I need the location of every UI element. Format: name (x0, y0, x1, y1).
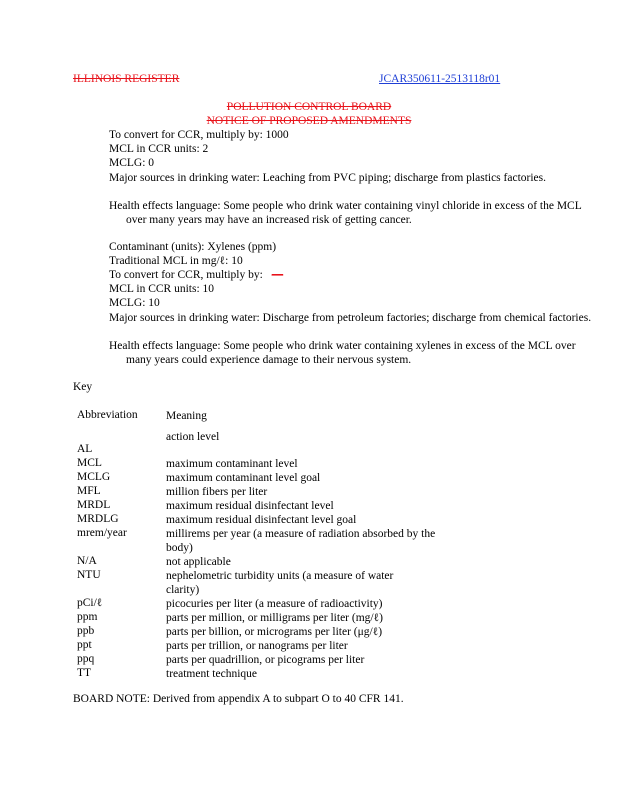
major-sources-paragraph: Major sources in drinking water: Leaching from PVC piping; discharge from plastics factories. (109, 172, 546, 184)
key-meaning: parts per billion, or micrograms per liter (μg/ℓ) (166, 626, 383, 638)
mclg-line-2: MCLG: 10 (109, 297, 160, 309)
key-meaning: treatment technique (166, 668, 258, 680)
key-abbr: mrem/year (77, 527, 127, 539)
key-meaning: maximum residual disinfectant level goal (166, 514, 357, 526)
key-meaning: parts per trillion, or nanograms per liter (166, 640, 348, 652)
illinois-register-header: ILLINOIS REGISTER (73, 73, 180, 85)
key-meaning: million fibers per liter (166, 486, 268, 498)
key-title: Key (73, 381, 93, 393)
mcl-ccr-line: MCL in CCR units: 2 (109, 143, 209, 155)
mcl-ccr-line-2: MCL in CCR units: 10 (109, 283, 215, 295)
convert-factor-line: To convert for CCR, multiply by: 1000 (109, 129, 289, 141)
key-meaning: parts per million, or milligrams per liter (mg/ℓ) (166, 612, 383, 624)
key-abbr: MFL (77, 485, 101, 497)
key-abbr: ppb (77, 625, 95, 637)
key-meaning: millirems per year (a measure of radiation absorbed by the body) (166, 528, 436, 554)
key-abbr: MCL (77, 457, 102, 469)
key-abbr: ppm (77, 611, 98, 623)
board-title: POLLUTION CONTROL BOARD (226, 101, 392, 113)
jcar-reference: JCAR350611-2513118r01 (379, 73, 501, 85)
key-meaning: action level (166, 431, 220, 443)
key-abbr: ppt (77, 639, 92, 651)
key-abbr: N/A (77, 555, 97, 567)
key-meaning: picocuries per liter (a measure of radioactivity) (166, 598, 383, 610)
mclg-line: MCLG: 0 (109, 157, 155, 169)
notice-title: NOTICE OF PROPOSED AMENDMENTS (206, 115, 412, 127)
board-note: BOARD NOTE: Derived from appendix A to subpart O to 40 CFR 141. (73, 693, 404, 705)
key-header-meaning: Meaning (166, 410, 207, 422)
key-abbr: MRDL (77, 499, 111, 511)
major-sources-paragraph-2: Major sources in drinking water: Discharge from petroleum factories; discharge from chemical factories. (109, 312, 592, 324)
key-abbr: ppq (77, 653, 95, 665)
traditional-mcl-line: Traditional MCL in mg/ℓ: 10 (109, 255, 243, 267)
key-meaning: maximum contaminant level (166, 458, 298, 470)
health-effects-paragraph: Health effects language: Some people who drink water containing vinyl chloride in excess of the MCL over many years may have an increased risk of getting cancer. (109, 200, 582, 226)
convert-factor-label: To convert for CCR, multiply by: (109, 269, 263, 281)
key-abbr: AL (77, 443, 93, 455)
convert-factor-line-2 (109, 269, 283, 281)
deleted-mark: — (271, 269, 284, 281)
key-abbr: MRDLG (77, 513, 119, 525)
health-effects-paragraph-2: Health effects language: Some people who drink water containing xylenes in excess of the MCL over many years could experience damage to their nervous system. (109, 340, 576, 366)
key-meaning: maximum residual disinfectant level (166, 500, 334, 512)
key-meaning: nephelometric turbidity units (a measure of water clarity) (166, 570, 394, 596)
contaminant-line: Contaminant (units): Xylenes (ppm) (109, 241, 277, 253)
key-meaning: maximum contaminant level goal (166, 472, 321, 484)
key-abbr: NTU (77, 569, 101, 581)
key-header-abbreviation: Abbreviation (77, 409, 138, 421)
key-abbr: TT (77, 667, 92, 679)
key-meaning: not applicable (166, 556, 231, 568)
key-meaning: parts per quadrillion, or picograms per liter (166, 654, 365, 666)
key-abbr: pCi/ℓ (77, 597, 103, 609)
key-abbr: MCLG (77, 471, 111, 483)
